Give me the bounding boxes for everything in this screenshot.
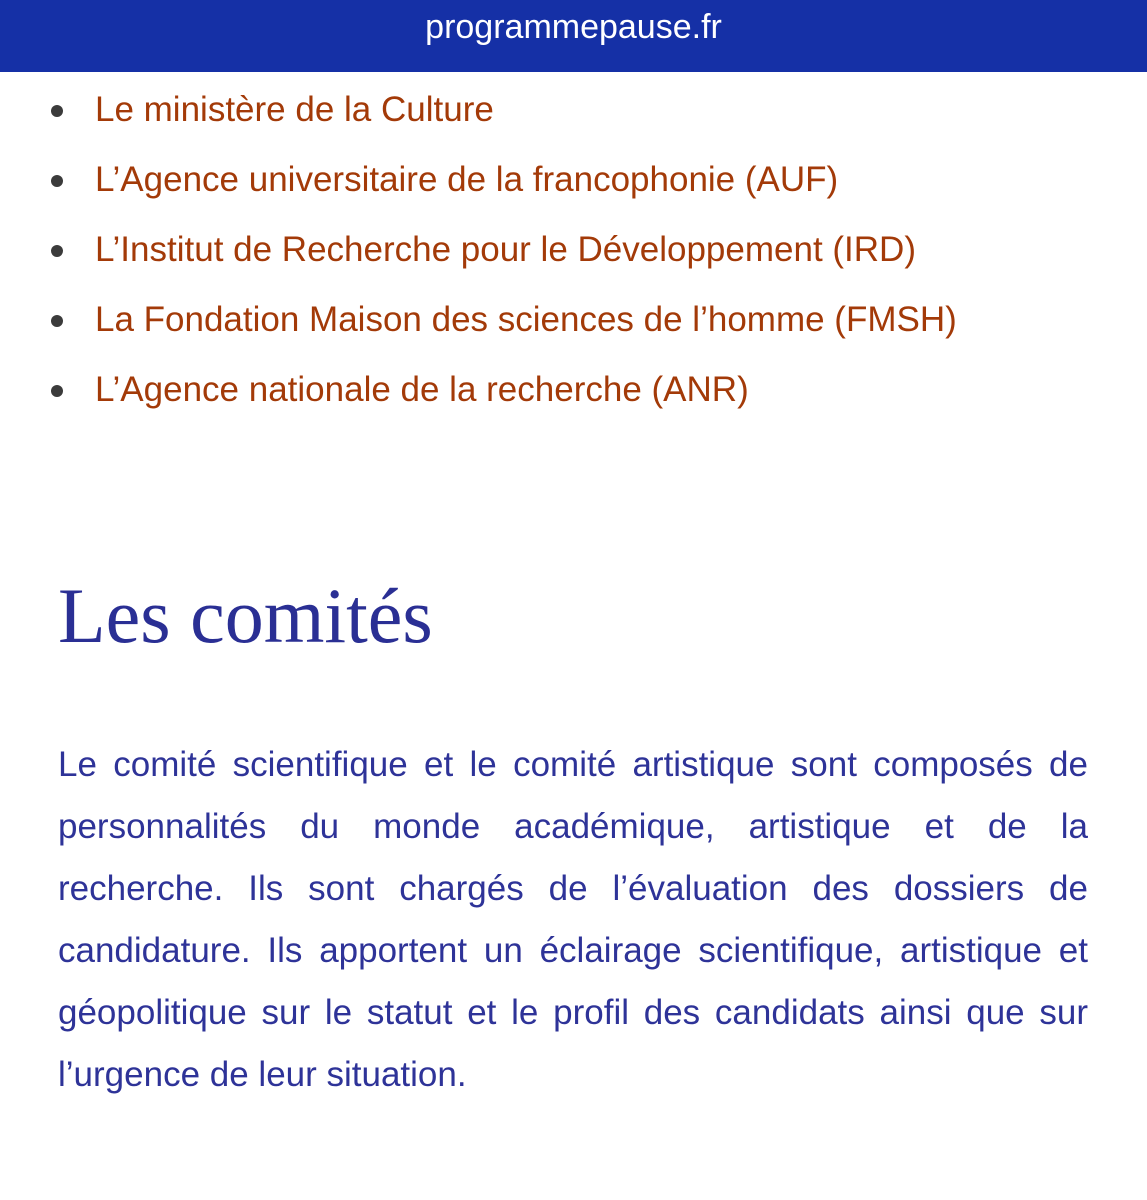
list-item: [0, 215, 1147, 285]
section-body-text: Le comité scientifique et le comité artistique sont composés de personnalités du monde académique, artistique et de la recherche. Ils sont chargés de l’évaluation des dossiers de candidature. Ils apportent un éclairage scientifique, artistique et géopolitique sur le statut et le profil des candidats ainsi que sur l’urgence de leur situation.: [58, 745, 1088, 1094]
bullet-icon: [51, 245, 63, 257]
partners-list: [0, 75, 1147, 425]
bullet-icon: [51, 385, 63, 397]
partner-link[interactable]: L’Agence universitaire de la francophonie (AUF): [95, 160, 839, 199]
list-item: [0, 285, 1147, 355]
bullet-icon: [51, 315, 63, 327]
section-title: Les comités: [58, 572, 433, 659]
partner-link[interactable]: L’Institut de Recherche pour le Développement (IRD): [95, 230, 916, 269]
list-item: [0, 355, 1147, 425]
url-text[interactable]: programmepause.fr: [425, 8, 722, 46]
list-item: [0, 145, 1147, 215]
partner-link[interactable]: La Fondation Maison des sciences de l’homme (FMSH): [95, 300, 957, 339]
partner-link[interactable]: L’Agence nationale de la recherche (ANR): [95, 370, 749, 409]
bullet-icon: [51, 175, 63, 187]
list-item: [0, 75, 1147, 145]
browser-url-bar[interactable]: [0, 0, 1147, 72]
bullet-icon: [51, 105, 63, 117]
partner-link[interactable]: Le ministère de la Culture: [95, 90, 494, 129]
